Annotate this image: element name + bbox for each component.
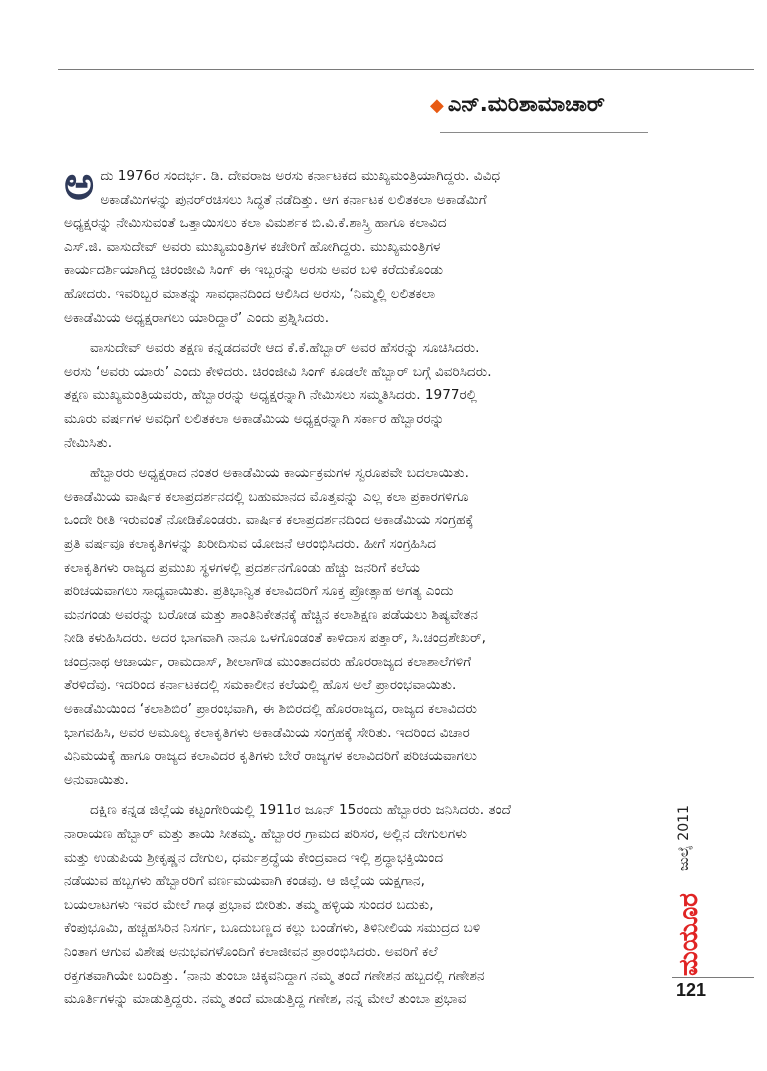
text-line: ನಡೆಯುವ ಹಬ್ಬಗಳು ಹೆಬ್ಬಾರರಿಗೆ ವರ್ಣಮಯವಾಗಿ ಕಂಡವು. ಆ ಜಿಲ್ಲೆಯ ಯಕ್ಷಗಾನ, (64, 873, 425, 890)
page-number: 121 (676, 980, 707, 1000)
text-line: ವಾಸುದೇವ್ ಅವರು ತಕ್ಷಣ ಕನ್ನಡದವರೇ ಆದ ಕೆ.ಕೆ.ಹೆಬ್ಬಾರ್ ಅವರ ಹೆಸರನ್ನು ಸೂಚಿಸಿದರು. (90, 340, 480, 357)
text-line: ಅಕಾಡೆಮಿಯ ಅಧ್ಯಕ್ಷರಾಗಲು ಯಾರಿದ್ದಾರೆ’ ಎಂದು ಪ್ರಶ್ನಿಸಿದರು. (64, 309, 330, 326)
text-line: ತೆರಳಿದೆವು. ಇದರಿಂದ ಕರ್ನಾಟಕದಲ್ಲಿ ಸಮಕಾಲೀನ ಕಲೆಯಲ್ಲಿ ಹೊಸ ಅಲೆ ಪ್ರಾರಂಭವಾಯಿತು. (64, 677, 457, 694)
text-line: ಚಂದ್ರನಾಥ ಆಚಾರ್ಯ, ರಾಮದಾಸ್, ಶೀಲಾಗೌಡ ಮುಂತಾದವರು ಹೊರರಾಜ್ಯದ ಕಲಾಶಾಲೆಗಳಿಗೆ (64, 653, 472, 670)
text-line: ಮತ್ತು ಉಡುಪಿಯ ಶ್ರೀಕೃಷ್ಣನ ದೇಗುಲ, ಧರ್ಮಶ್ರದ್ಧೆಯ ಕೇಂದ್ರವಾದ ಇಲ್ಲಿ ಶ್ರದ್ಧಾಭಕ್ತಿಯಿಂದ (64, 849, 444, 866)
text-line: ಅಕಾಡೆಮಿಯ ವಾರ್ಷಿಕ ಕಲಾಪ್ರದರ್ಶನದಲ್ಲಿ ಬಹುಮಾನದ ಮೊತ್ತವನ್ನು ಎಲ್ಲ ಕಲಾ ಪ್ರಕಾರಗಳಿಗೂ (64, 488, 469, 505)
text-line: ಮೂರ್ತಿಗಳನ್ನು ಮಾಡುತ್ತಿದ್ದರು. ನಮ್ಮ ತಂದೆ ಮಾಡುತ್ತಿದ್ದ ಗಣೇಶ, ನನ್ನ ಮೇಲೆ ತುಂಬಾ ಪ್ರಭಾವ (64, 991, 467, 1008)
text-line: ಬಯಲಾಟಗಳು ಇವರ ಮೇಲೆ ಗಾಢ ಪ್ರಭಾವ ಬೀರಿತು. ತಮ್ಮ ಹಳ್ಳಿಯ ಸುಂದರ ಬದುಕು, (64, 896, 434, 913)
text-line: ಅಕಾಡೆಮಿಯಿಂದ ‘ಕಲಾಶಿಬಿರ’ ಪ್ರಾರಂಭವಾಗಿ, ಈ ಶಿಬಿರದಲ್ಲಿ ಹೊರರಾಜ್ಯದ, ರಾಜ್ಯದ ಕಲಾವಿದರು (64, 701, 477, 718)
text-line: ಅಕಾಡೆಮಿಗಳನ್ನು ಪುನರ್‌ರಚಿಸಲು ಸಿದ್ಧತೆ ನಡೆದಿತ್ತು. ಆಗ ಕರ್ನಾಟಕ ಲಲಿತಕಲಾ ಅಕಾಡೆಮಿಗೆ (100, 191, 487, 208)
author-name: ಎನ್.ಮರಿಶಾಮಾಚಾರ್ (447, 92, 605, 116)
text-line: ಅರಸು ‘ಅವರು ಯಾರು’ ಎಂದು ಕೇಳಿದರು. ಚಿರಂಜೀವಿ ಸಿಂಗ್ ಕೂಡಲೇ ಹೆಬ್ಬಾರ್ ಬಗ್ಗೆ ವಿವರಿಸಿದರು. (64, 363, 492, 380)
text-line: ವಿನಿಮಯಕ್ಕೆ ಹಾಗೂ ರಾಜ್ಯದ ಕಲಾವಿದರ ಕೃತಿಗಳು ಬೇರೆ ರಾಜ್ಯಗಳ ಕಲಾವಿದರಿಗೆ ಪರಿಚಯವಾಗಲು (64, 748, 477, 765)
text-line: ನಿಂತಾಗ ಆಗುವ ವಿಶೇಷ ಅನುಭವಗಳೊಂದಿಗೆ ಕಲಾಜೀವನ ಪ್ರಾರಂಭಿಸಿದರು. ಅವರಿಗೆ ಕಲೆ (64, 944, 438, 960)
text-line: ಎಸ್.ಜಿ. ವಾಸುದೇವ್ ಅವರು ಮುಖ್ಯಮಂತ್ರಿಗಳ ಕಚೇರಿಗೆ ಹೋಗಿದ್ದರು. ಮುಖ್ಯಮಂತ್ರಿಗಳ (64, 238, 441, 255)
diamond-bullet-icon: ◆ (430, 95, 444, 116)
text-line: ಮನಗಂಡು ಅವರನ್ನು ಬರೋಡ ಮತ್ತು ಶಾಂತಿನಿಕೇತನಕ್ಕೆ ಹೆಚ್ಚಿನ ಕಲಾಶಿಕ್ಷಣ ಪಡೆಯಲು ಶಿಷ್ಯವೇತನ (64, 606, 478, 623)
text-line: ಪರಿಚಯವಾಗಲು ಸಾಧ್ಯವಾಯಿತು. ಪ್ರತಿಭಾನ್ವಿತ ಕಲಾವಿದರಿಗೆ ಸೂಕ್ತ ಪ್ರೋತ್ಸಾಹ ಅಗತ್ಯ ಎಂದು (64, 583, 454, 600)
article-body (64, 156, 654, 1019)
paragraph (64, 462, 654, 792)
text-line: ನೀಡಿ ಕಳುಹಿಸಿದರು. ಅದರ ಭಾಗವಾಗಿ ನಾನೂ ಒಳಗೊಂಡಂತೆ ಕಾಳಿದಾಸ ಪತ್ತಾರ್, ಸಿ.ಚಂದ್ರಶೇಖರ್, (64, 630, 486, 647)
text-line: ರಕ್ತಗತವಾಗಿಯೇ ಬಂದಿತ್ತು. ‘ನಾನು ತುಂಬಾ ಚಿಕ್ಕವನಿದ್ದಾಗ ನಮ್ಮ ತಂದೆ ಗಣೇಶನ ಹಬ್ಬದಲ್ಲಿ ಗಣೇಶನ (64, 967, 485, 984)
text-line: ಹೆಬ್ಬಾರರು ಅಧ್ಯಕ್ಷರಾದ ನಂತರ ಅಕಾಡೆಮಿಯ ಕಾರ್ಯಕ್ರಮಗಳ ಸ್ವರೂಪವೇ ಬದಲಾಯಿತು. (90, 465, 469, 482)
text-line: ದಕ್ಷಿಣ ಕನ್ನಡ ಜಿಲ್ಲೆಯ ಕಟ್ಟಂಗೇರಿಯಲ್ಲಿ 1911ರ ಜೂನ್ 15ರಂದು ಹೆಬ್ಬಾರರು ಜನಿಸಿದರು. ತಂದೆ (90, 802, 511, 819)
text-line: ನಾರಾಯಣ ಹೆಬ್ಬಾರ್ ಮತ್ತು ತಾಯಿ ಸೀತಮ್ಮ. ಹೆಬ್ಬಾರರ ಗ್ರಾಮದ ಪರಿಸರ, ಅಲ್ಲಿನ ದೇಗುಲಗಳು (64, 826, 467, 843)
paragraph (64, 337, 654, 455)
byline-rule (440, 132, 648, 133)
text-line: ಹೋದರು. ಇವರಿಬ್ಬರ ಮಾತನ್ನು ಸಾವಧಾನದಿಂದ ಆಲಿಸಿದ ಅರಸು, ‘ನಿಮ್ಮಲ್ಲಿ ಲಲಿತಕಲಾ (64, 285, 436, 302)
issue-month-year: ಜುಲೈ 2011 (676, 805, 692, 871)
author-byline (430, 92, 645, 117)
text-line: ಕಾರ್ಯದರ್ಶಿಯಾಗಿದ್ದ ಚಿರಂಜೀವಿ ಸಿಂಗ್ ಈ ಇಬ್ಬರನ್ನು ಅರಸು ಅವರ ಬಳಿ ಕರೆದುಕೊಂಡು (64, 262, 444, 279)
text-line: ತಕ್ಷಣ ಮುಖ್ಯಮಂತ್ರಿಯವರು, ಹೆಬ್ಬಾರರನ್ನು ಅಧ್ಯಕ್ಷರನ್ನಾಗಿ ನೇಮಿಸಲು ಸಮ್ಮತಿಸಿದರು. 1977ರಲ್ಲಿ (64, 387, 477, 404)
text-line: ಮೂರು ವರ್ಷಗಳ ಅವಧಿಗೆ ಲಲಿತಕಲಾ ಅಕಾಡೆಮಿಯ ಅಧ್ಯಕ್ಷರನ್ನಾಗಿ ಸರ್ಕಾರ ಹೆಬ್ಬಾರರನ್ನು (64, 410, 445, 427)
drop-cap: ಅ (64, 156, 95, 210)
text-line: ಕಲಾಕೃತಿಗಳು ರಾಜ್ಯದ ಪ್ರಮುಖ ಸ್ಥಳಗಳಲ್ಲಿ ಪ್ರದರ್ಶನಗೊಂಡು ಹೆಚ್ಚು ಜನರಿಗೆ ಕಲೆಯ (64, 559, 421, 576)
text-line: ನೇಮಿಸಿತು. (64, 434, 113, 451)
text-line: ಭಾಗವಹಿಸಿ, ಅವರ ಅಮೂಲ್ಯ ಕಲಾಕೃತಿಗಳು ಅಕಾಡೆಮಿಯ ಸಂಗ್ರಹಕ್ಕೆ ಸೇರಿತು. ಇದರಿಂದ ವಿಚಾರ (64, 724, 470, 741)
paragraph (64, 156, 654, 330)
top-rule (58, 69, 754, 70)
text-line: ಕೆಂಪುಭೂಮಿ, ಹಚ್ಚಹಸಿರಿನ ನಿಸರ್ಗ, ಬೂದುಬಣ್ಣದ ಕಲ್ಲು ಬಂಡೆಗಳು, ತಿಳಿನೀಲಿಯ ಸಮುದ್ರದ ಬಳಿ (64, 920, 481, 937)
text-line: ಪ್ರತಿ ವರ್ಷವೂ ಕಲಾಕೃತಿಗಳನ್ನು ಖರೀದಿಸುವ ಯೋಜನೆ ಆರಂಭಿಸಿದರು. ಹೀಗೆ ಸಂಗ್ರಹಿಸಿದ (64, 535, 436, 552)
paragraph (64, 799, 654, 1011)
magazine-logo: ಮಯೂರ (674, 893, 704, 976)
text-line: ಅಧ್ಯಕ್ಷರನ್ನು ನೇಮಿಸುವಂತೆ ಒತ್ತಾಯಿಸಲು ಕಲಾ ವಿಮರ್ಶಕ ಬಿ.ವಿ.ಕೆ.ಶಾಸ್ತ್ರಿ ಹಾಗೂ ಕಲಾವಿದ (64, 215, 447, 232)
text-line: ದು 1976ರ ಸಂದರ್ಭ. ಡಿ. ದೇವರಾಜ ಅರಸು ಕರ್ನಾಟಕದ ಮುಖ್ಯಮಂತ್ರಿಯಾಗಿದ್ದರು. ವಿವಿಧ (100, 168, 501, 184)
text-line: ಒಂದೇ ರೀತಿ ಇರುವಂತೆ ನೋಡಿಕೊಂಡರು. ವಾರ್ಷಿಕ ಕಲಾಪ್ರದರ್ಶನದಿಂದ ಅಕಾಡೆಮಿಯ ಸಂಗ್ರಹಕ್ಕೆ (64, 512, 474, 529)
text-line: ಅನುವಾಯಿತು. (64, 771, 129, 788)
side-label (676, 785, 716, 975)
page-number-rule (672, 977, 754, 978)
